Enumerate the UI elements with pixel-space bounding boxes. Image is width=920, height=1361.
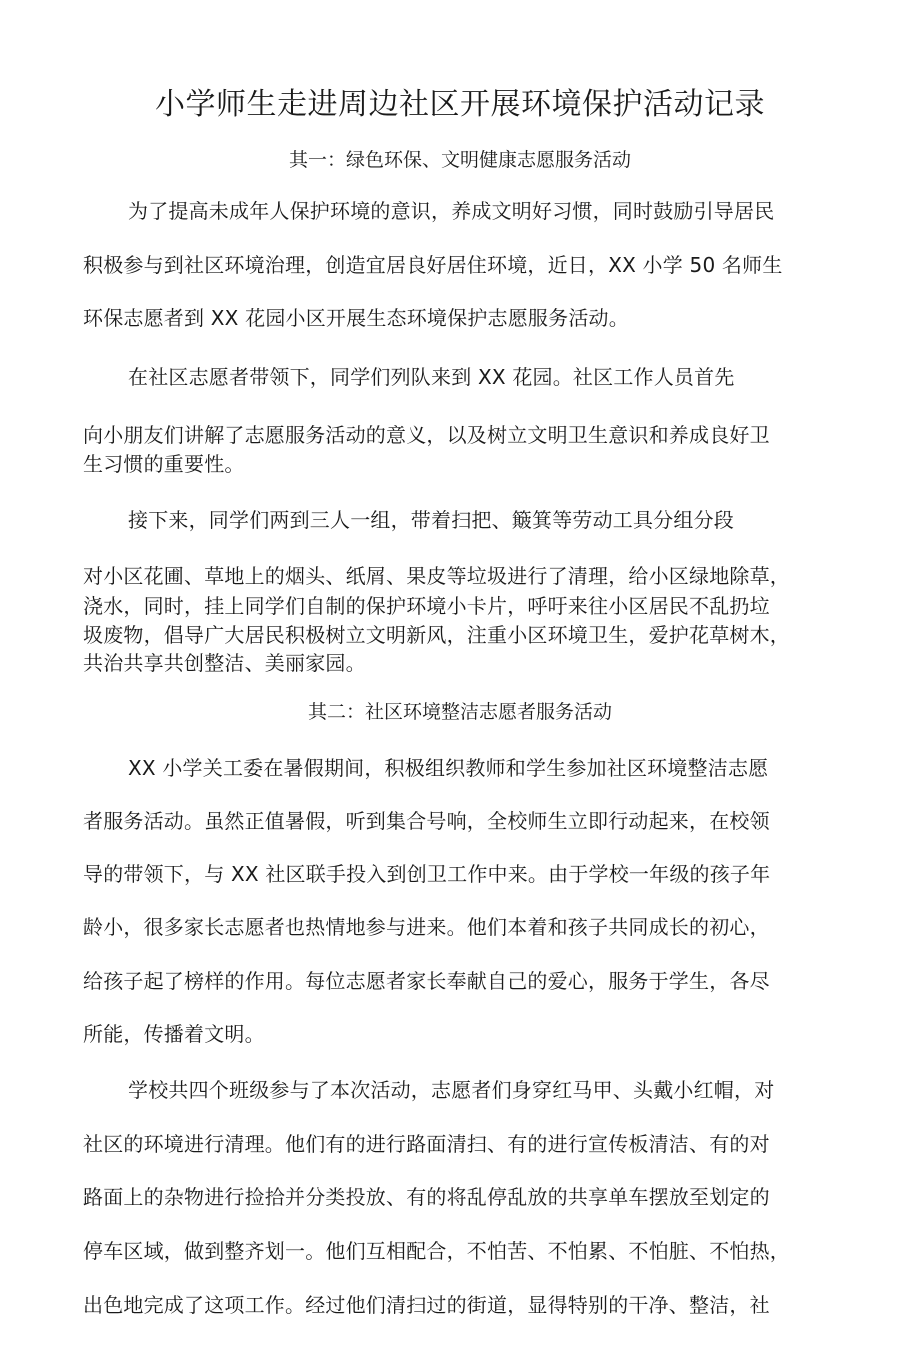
paragraph-line: 浇水，同时，挂上同学们自制的保护环境小卡片，呼吁来往小区居民不乱扔垃 — [83, 594, 770, 618]
paragraph-line: 圾废物，倡导广大居民积极树立文明新风，注重小区环境卫生，爱护花草树木， — [83, 623, 790, 647]
paragraph-line: 生习惯的重要性。 — [83, 452, 245, 476]
paragraph-line: 社区的环境进行清理。他们有的进行路面清扫、有的进行宣传板清洁、有的对 — [83, 1132, 770, 1156]
paragraph-line: 龄小，很多家长志愿者也热情地参与进来。他们本着和孩子共同成长的初心， — [83, 915, 770, 939]
paragraph-line: 停车区域，做到整齐划一。他们互相配合，不怕苦、不怕累、不怕脏、不怕热， — [83, 1239, 790, 1263]
paragraph-line: 为了提高未成年人保护环境的意识，养成文明好习惯，同时鼓励引导居民 — [128, 199, 775, 223]
paragraph-line: 对小区花圃、草地上的烟头、纸屑、果皮等垃圾进行了清理，给小区绿地除草， — [83, 564, 790, 588]
document-title: 小学师生走进周边社区开展环境保护活动记录 — [155, 87, 765, 122]
paragraph-line: 学校共四个班级参与了本次活动，志愿者们身穿红马甲、头戴小红帽，对 — [128, 1078, 775, 1102]
paragraph-line: 者服务活动。虽然正值暑假，听到集合号响，全校师生立即行动起来，在校领 — [83, 809, 770, 833]
paragraph-line: 路面上的杂物进行捡拾并分类投放、有的将乱停乱放的共享单车摆放至划定的 — [83, 1185, 770, 1209]
paragraph-line: 向小朋友们讲解了志愿服务活动的意义，以及树立文明卫生意识和养成良好卫 — [83, 423, 770, 447]
paragraph-line: 共治共享共创整洁、美丽家园。 — [83, 651, 366, 675]
paragraph-line: XX 小学关工委在暑假期间，积极组织教师和学生参加社区环境整洁志愿 — [128, 756, 769, 780]
section-heading-2: 其二：社区环境整洁志愿者服务活动 — [307, 701, 612, 723]
paragraph-line: 积极参与到社区环境治理，创造宜居良好居住环境，近日，XX 小学 50 名师生 — [83, 253, 783, 277]
paragraph-line: 所能，传播着文明。 — [83, 1022, 265, 1046]
paragraph-line: 在社区志愿者带领下，同学们列队来到 XX 花园。社区工作人员首先 — [128, 365, 735, 389]
paragraph-line: 导的带领下，与 XX 社区联手投入到创卫工作中来。由于学校一年级的孩子年 — [83, 862, 771, 886]
paragraph-line: 接下来，同学们两到三人一组，带着扫把、簸箕等劳动工具分组分段 — [128, 508, 734, 532]
section-heading-1: 其一：绿色环保、文明健康志愿服务活动 — [288, 149, 631, 171]
paragraph-line: 给孩子起了榜样的作用。每位志愿者家长奉献自己的爱心，服务于学生，各尽 — [83, 969, 770, 993]
paragraph-line: 出色地完成了这项工作。经过他们清扫过的街道，显得特别的干净、整洁，社 — [83, 1293, 770, 1317]
paragraph-line: 环保志愿者到 XX 花园小区开展生态环境保护志愿服务活动。 — [83, 306, 629, 330]
